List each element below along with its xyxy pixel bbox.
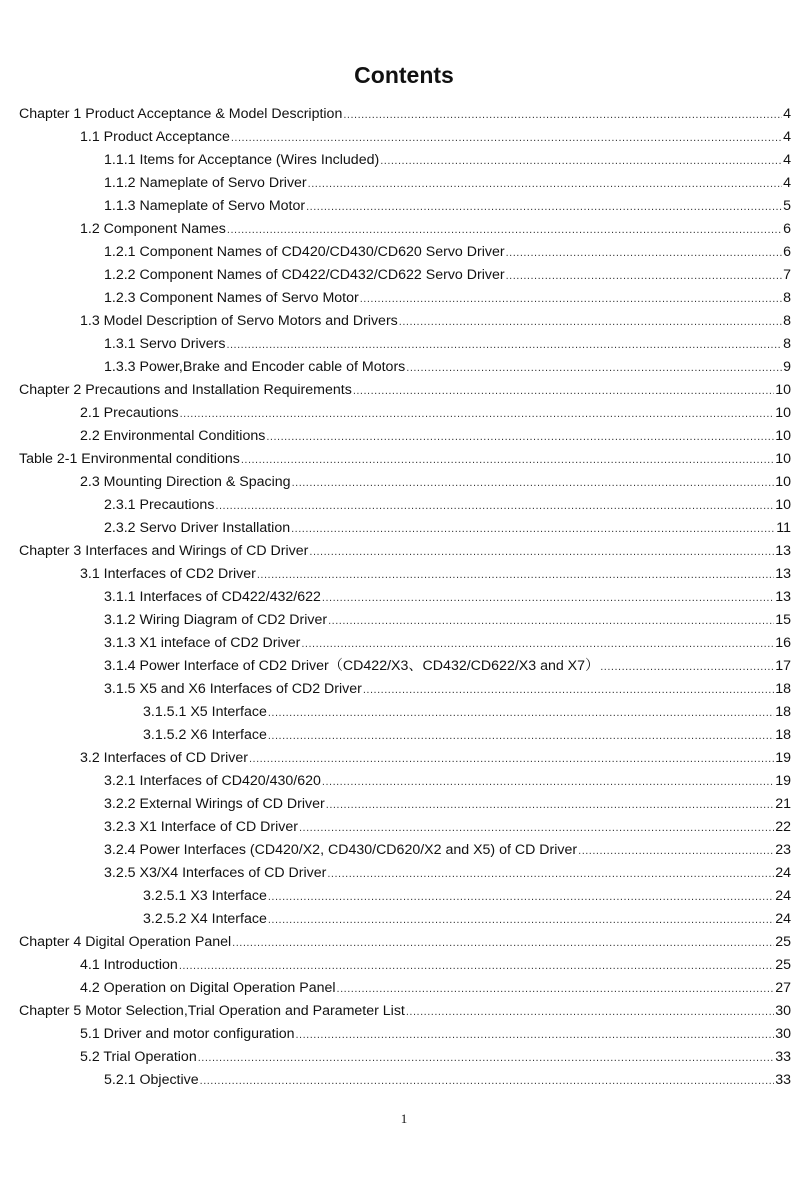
toc-entry-page: 30	[775, 1026, 791, 1042]
dot-leader	[231, 127, 782, 150]
dot-leader	[257, 564, 774, 587]
toc-entry-page: 16	[775, 635, 791, 651]
toc-entry-label: 2.3.2 Servo Driver Installation	[104, 520, 291, 536]
dot-leader	[399, 311, 782, 334]
dot-leader	[308, 173, 782, 196]
toc-entry[interactable]	[104, 839, 791, 862]
dot-leader	[268, 725, 774, 748]
toc-entry[interactable]	[80, 310, 791, 333]
toc-entry[interactable]	[80, 954, 791, 977]
toc-entry-label: 3.2.5.1 X3 Interface	[143, 888, 267, 904]
dot-leader	[296, 1024, 775, 1047]
toc-entry[interactable]	[80, 1046, 791, 1069]
toc-entry[interactable]	[104, 356, 791, 379]
dot-leader	[406, 357, 782, 380]
toc-entry-label: 1.2.1 Component Names of CD420/CD430/CD620 Servo Driver	[104, 244, 505, 260]
toc-entry[interactable]	[80, 747, 791, 770]
toc-entry-page: 6	[783, 221, 791, 237]
toc-entry[interactable]	[143, 908, 791, 931]
toc-entry-label: 1.1.2 Nameplate of Servo Driver	[104, 175, 307, 191]
dot-leader	[578, 840, 774, 863]
dot-leader	[249, 748, 774, 771]
dot-leader	[241, 449, 774, 472]
toc-entry-label: 3.2.5 X3/X4 Interfaces of CD Driver	[104, 865, 327, 881]
toc-entry-label: 3.1.5 X5 and X6 Interfaces of CD2 Driver	[104, 681, 362, 697]
toc-entry-page: 5	[783, 198, 791, 214]
toc-entry[interactable]	[104, 195, 791, 218]
toc-entry-label: Chapter 1 Product Acceptance & Model Description	[19, 106, 343, 122]
toc-entry-page: 10	[775, 474, 791, 490]
toc-entry-page: 21	[775, 796, 791, 812]
toc-entry-label: 2.1 Precautions	[80, 405, 179, 421]
dot-leader	[406, 1001, 774, 1024]
toc-entry[interactable]	[104, 770, 791, 793]
toc-entry-label: 2.3.1 Precautions	[104, 497, 215, 513]
page-number: 1	[400, 1111, 408, 1126]
toc-entry-page: 4	[783, 106, 791, 122]
toc-entry[interactable]	[80, 563, 791, 586]
toc-entry-page: 8	[783, 336, 791, 352]
toc-entry-page: 13	[775, 543, 791, 559]
dot-leader	[200, 1070, 775, 1093]
dot-leader	[291, 518, 775, 541]
dot-leader	[326, 794, 774, 817]
toc-entry[interactable]	[19, 103, 791, 126]
toc-entry[interactable]	[80, 218, 791, 241]
dot-leader	[328, 610, 774, 633]
toc-entry-label: 1.3 Model Description of Servo Motors and Drivers	[80, 313, 398, 329]
toc-entry[interactable]	[80, 402, 791, 425]
dot-leader	[343, 104, 782, 127]
toc-entry-page: 19	[775, 750, 791, 766]
toc-entry[interactable]	[143, 885, 791, 908]
page-title: Contents	[354, 62, 454, 88]
dot-leader	[268, 886, 774, 909]
toc-entry[interactable]	[143, 724, 791, 747]
toc-entry-label: 3.1.1 Interfaces of CD422/432/622	[104, 589, 321, 605]
dot-leader	[226, 334, 782, 357]
toc-entry-label: 5.2 Trial Operation	[80, 1049, 197, 1065]
toc-entry-label: Chapter 3 Interfaces and Wirings of CD Driver	[19, 543, 309, 559]
toc-entry-label: 3.2.5.2 X4 Interface	[143, 911, 267, 927]
toc-entry-page: 18	[775, 727, 791, 743]
dot-leader	[299, 817, 774, 840]
toc-entry-page: 25	[775, 934, 791, 950]
toc-entry[interactable]	[104, 632, 791, 655]
toc-entry-page: 4	[783, 175, 791, 191]
toc-entry-page: 10	[775, 405, 791, 421]
toc-entry[interactable]	[19, 540, 791, 563]
dot-leader	[266, 426, 774, 449]
toc-entry-page: 17	[775, 658, 791, 674]
toc-entry[interactable]	[104, 333, 791, 356]
dot-leader	[353, 380, 774, 403]
dot-leader	[322, 587, 774, 610]
toc-entry-page: 11	[776, 520, 791, 536]
toc-entry-page: 10	[775, 451, 791, 467]
toc-entry-label: 3.1.3 X1 inteface of CD2 Driver	[104, 635, 301, 651]
toc-entry-label: 3.2 Interfaces of CD Driver	[80, 750, 248, 766]
toc-entry-page: 4	[783, 152, 791, 168]
toc-entry-page: 18	[775, 704, 791, 720]
toc-entry[interactable]	[104, 1069, 791, 1092]
toc-entry-label: 3.1.4 Power Interface of CD2 Driver（CD422/X3、CD432/CD622/X3 and X7）	[104, 658, 600, 674]
toc-entry[interactable]	[19, 931, 791, 954]
toc-entry-label: Chapter 2 Precautions and Installation Requirements	[19, 382, 352, 398]
toc-entry-label: 3.2.3 X1 Interface of CD Driver	[104, 819, 298, 835]
dot-leader	[360, 288, 782, 311]
toc-entry-page: 8	[783, 313, 791, 329]
toc-entry-label: 2.3 Mounting Direction & Spacing	[80, 474, 291, 490]
toc-entry-page: 13	[775, 566, 791, 582]
toc-entry-label: 1.2.3 Component Names of Servo Motor	[104, 290, 359, 306]
dot-leader	[306, 196, 782, 219]
toc-entry[interactable]	[104, 517, 791, 540]
toc-entry-page: 8	[783, 290, 791, 306]
toc-entry[interactable]	[104, 816, 791, 839]
toc-entry-label: 3.2.4 Power Interfaces (CD420/X2, CD430/CD620/X2 and X5) of CD Driver	[104, 842, 578, 858]
dot-leader	[600, 656, 774, 679]
toc-entry[interactable]	[19, 448, 791, 471]
toc-entry-label: 1.2 Component Names	[80, 221, 226, 237]
toc-entry-label: 3.1.5.1 X5 Interface	[143, 704, 267, 720]
toc-entry-label: 3.1.2 Wiring Diagram of CD2 Driver	[104, 612, 328, 628]
toc-entry[interactable]	[104, 241, 791, 264]
toc-entry-label: 5.2.1 Objective	[104, 1072, 199, 1088]
toc-entry[interactable]	[19, 379, 791, 402]
dot-leader	[337, 978, 775, 1001]
toc-entry-page: 33	[775, 1049, 791, 1065]
toc-entry-page: 22	[775, 819, 791, 835]
toc-entry-page: 24	[775, 865, 791, 881]
toc-entry-label: 1.3.3 Power,Brake and Encoder cable of Motors	[104, 359, 406, 375]
toc-entry-page: 10	[775, 382, 791, 398]
dot-leader	[327, 863, 774, 886]
toc-entry[interactable]	[104, 586, 791, 609]
dot-leader	[309, 541, 774, 564]
toc-entry-label: 2.2 Environmental Conditions	[80, 428, 266, 444]
toc-entry[interactable]	[104, 149, 791, 172]
dot-leader	[322, 771, 774, 794]
toc-entry-label: 1.1.1 Items for Acceptance (Wires Included)	[104, 152, 380, 168]
dot-leader	[268, 909, 774, 932]
dot-leader	[227, 219, 782, 242]
dot-leader	[232, 932, 774, 955]
toc-entry-label: 1.2.2 Component Names of CD422/CD432/CD622 Servo Driver	[104, 267, 505, 283]
toc-entry-label: 1.1 Product Acceptance	[80, 129, 230, 145]
toc-entry[interactable]	[80, 1023, 791, 1046]
toc-entry[interactable]	[80, 977, 791, 1000]
dot-leader	[198, 1047, 775, 1070]
toc-entry-page: 19	[775, 773, 791, 789]
toc-entry-page: 9	[783, 359, 791, 375]
toc-entry-page: 4	[783, 129, 791, 145]
toc-entry-label: 3.2.1 Interfaces of CD420/430/620	[104, 773, 321, 789]
dot-leader	[215, 495, 774, 518]
dot-leader	[506, 242, 783, 265]
toc-entry[interactable]	[104, 172, 791, 195]
toc-entry-label: 5.1 Driver and motor configuration	[80, 1026, 295, 1042]
toc-entry-label: 4.1 Introduction	[80, 957, 178, 973]
toc-entry[interactable]	[19, 1000, 791, 1023]
toc-entry-page: 25	[775, 957, 791, 973]
toc-entry-page: 10	[775, 497, 791, 513]
toc-entry-page: 13	[775, 589, 791, 605]
toc-entry-label: 1.3.1 Servo Drivers	[104, 336, 226, 352]
dot-leader	[179, 955, 774, 978]
toc-entry-page: 7	[783, 267, 791, 283]
toc-entry[interactable]	[143, 701, 791, 724]
toc-entry[interactable]	[80, 425, 791, 448]
toc-entry-label: 3.1 Interfaces of CD2 Driver	[80, 566, 256, 582]
toc-entry-page: 30	[775, 1003, 791, 1019]
toc-entry-page: 27	[775, 980, 791, 996]
dot-leader	[180, 403, 775, 426]
toc-entry[interactable]	[80, 471, 791, 494]
toc-entry-label: 4.2 Operation on Digital Operation Panel	[80, 980, 336, 996]
toc-entry-page: 10	[775, 428, 791, 444]
dot-leader	[506, 265, 783, 288]
dot-leader	[363, 679, 774, 702]
toc-entry[interactable]	[104, 655, 791, 678]
dot-leader	[292, 472, 775, 495]
toc-entry-page: 24	[775, 911, 791, 927]
dot-leader	[268, 702, 774, 725]
toc-entry-page: 33	[775, 1072, 791, 1088]
toc-entry[interactable]	[104, 678, 791, 701]
toc-entry-label: Table 2-1 Environmental conditions	[19, 451, 240, 467]
toc-entry-page: 18	[775, 681, 791, 697]
toc-entry[interactable]	[104, 862, 791, 885]
dot-leader	[380, 150, 782, 173]
toc-entry-label: 3.2.2 External Wirings of CD Driver	[104, 796, 325, 812]
toc-entry-label: 1.1.3 Nameplate of Servo Motor	[104, 198, 306, 214]
toc-entry[interactable]	[104, 494, 791, 517]
toc-entry-page: 15	[775, 612, 791, 628]
toc-entry-label: 3.1.5.2 X6 Interface	[143, 727, 267, 743]
toc-entry[interactable]	[80, 126, 791, 149]
toc-entry-page: 23	[775, 842, 791, 858]
toc-entry[interactable]	[104, 609, 791, 632]
toc-entry[interactable]	[104, 287, 791, 310]
toc-entry-label: Chapter 5 Motor Selection,Trial Operation and Parameter List	[19, 1003, 405, 1019]
toc-entry-page: 6	[783, 244, 791, 260]
toc-entry-page: 24	[775, 888, 791, 904]
toc-entry-label: Chapter 4 Digital Operation Panel	[19, 934, 232, 950]
dot-leader	[301, 633, 774, 656]
toc-entry[interactable]	[104, 264, 791, 287]
toc-entry[interactable]	[104, 793, 791, 816]
